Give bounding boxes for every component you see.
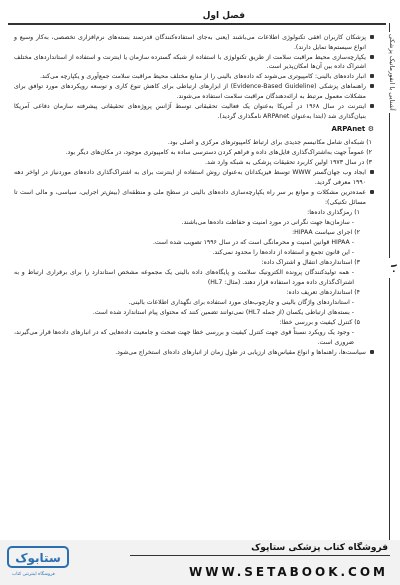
logo-text: ستابوک <box>15 551 61 565</box>
sub-text: - بسته‌های ارتباطی یکسان (از جمله HL7) نمی‌توانند تضمین کنند که محتوای پیام استاندارد شده است. <box>92 309 354 317</box>
sub-item <box>14 258 374 268</box>
bullet-item <box>14 102 374 121</box>
numbered-text: ۲) عموماً جهت به‌اشتراک‌گذاری فایل‌های داده و فراهم کردن دسترسی ساده به کامپیوتری موجود، در مکان‌های دیگر بود. <box>65 149 372 157</box>
bullet-text: ایجاد وب جهان‌گستر WWW توسط فیزیکدانان به‌عنوان روش استفاده از اینترنت برای به اشتراک‌گذاری داده‌های مورد‌نیاز در اواخر دهه ۱۹۹۰ معرفی گردید. <box>14 169 366 186</box>
bullet-icon <box>370 190 374 194</box>
bullet-item <box>14 82 374 101</box>
sub-text: - وجود یک رویکرد نسبتاً قوی جهت کنترل کیفیت و بررسی خطا جهت صحت و جامعیت داده‌هایی که در انبارهای داده‌ها قرار می‌گیرند، ضروری است. <box>14 329 354 346</box>
bullet-text: راهنماهای پزشکی (Evidence-Based Guideline) از ابزارهای ارتباطی برای کاهش تنوع کاری و توسعه رویکردهای مورد توافق برای مشکلات معمول مرتبط به ارائه‌دهندگان مراقبت سلامت استفاده می‌شوند. <box>14 83 366 101</box>
sub-text: ۱) رمزگذاری داده‌ها: <box>307 208 360 216</box>
page-body <box>14 33 374 358</box>
side-chapter-label: آشنایی با انفورماتیک پزشکی <box>388 34 396 111</box>
bullet-item <box>14 348 374 358</box>
page-number: ۱۰ <box>384 258 398 278</box>
chapter-title: فصل اول <box>202 11 245 21</box>
bullet-icon <box>370 350 374 354</box>
sub-item <box>14 228 374 238</box>
bullet-item <box>14 72 374 82</box>
sub-item <box>14 238 374 248</box>
sub-text: - این قانون تجمع و استفاده از داده‌ها را محدود نمی‌کند. <box>212 248 354 256</box>
sub-item <box>14 218 374 228</box>
sub-item <box>14 268 374 287</box>
sub-item <box>14 318 374 328</box>
bullet-item <box>14 53 374 72</box>
bullet-item <box>14 188 374 207</box>
numbered-item <box>14 138 374 148</box>
bullet-text: اینترنت در سال ۱۹۶۸ در آمریکا به‌عنوان یک فعالیت تحقیقاتی توسط آژانس پروژه‌های تحقیقاتی پیشرفته سازمان دفاعی آمریکا بنیان‌گذاری شد (ابتدا به‌عنوان ARPAnet نامگذاری گردید). <box>14 103 366 120</box>
section-title: ARPAnet <box>331 125 366 134</box>
bullet-icon <box>370 84 374 88</box>
sub-text: ۳) استانداردهای انتقال و اشتراک داده: <box>261 259 360 267</box>
sub-item <box>14 308 374 318</box>
bullet-icon <box>370 170 374 174</box>
numbered-text: ۱) شبکه‌ای شامل مکانیسم جدیدی برای ارتباط کامپیوترهای مرکزی و اصلی بود. <box>167 138 372 146</box>
bullet-item <box>14 168 374 187</box>
sub-text: - HIPAA قوانین امنیت و محرمانگی است که در سال ۱۹۹۶ تصویب شده است. <box>152 238 354 246</box>
numbered-item <box>14 158 374 168</box>
sub-item <box>14 288 374 298</box>
bullet-item <box>14 33 374 52</box>
sub-item <box>14 208 374 218</box>
sub-item <box>14 248 374 258</box>
footer-rule <box>130 555 390 556</box>
sub-text: - سازمان‌ها جهت نگرانی در مورد امنیت و حفاظت داده‌ها می‌باشند. <box>181 218 354 226</box>
sub-text: ۲) اجرای سیاست HIPAA: <box>292 228 360 236</box>
sub-text: - همه تولیدکنندگان پرونده الکترونیک سلامت و پایگاه‌های داده بالینی یک مجموعه مشخص استاندارد را برای برقراری ارتباط و به اشتراک‌گذاری داده مورد استفاده قرار دهند. (مثال: HL7) <box>14 269 354 286</box>
sub-text: ۴) استانداردهای تعریف داده: <box>286 288 360 296</box>
logo-subtitle: فروشگاه اینترنتی کتاب <box>12 572 55 577</box>
section-heading <box>14 125 374 135</box>
store-url-link[interactable]: WWW.SETABOOK.COM <box>188 565 388 579</box>
numbered-item <box>14 148 374 158</box>
bullet-icon <box>370 74 374 78</box>
header-rule <box>8 23 386 25</box>
bullet-icon <box>370 35 374 39</box>
bullet-icon <box>370 55 374 59</box>
bullet-text: یکپارچه‌سازی محیط مراقبت سلامت از طریق تکنولوژی با استفاده از شبکه گسترده سازمان یا اینترنت و استفاده از استانداردهای مختلف اشتراک داده بین آن‌ها امکان‌پذیر است. <box>14 53 366 71</box>
bullet-text: عمده‌ترین مشکلات و موانع بر سر راه یکپارچه‌سازی داده‌های بالینی در سطح ملی و منطقه‌ای (بیش‌تر اجرایی، سیاسی، و مالی است تا مسائل تکنیکی): <box>14 188 366 206</box>
bullet-text: سیاست‌ها، راهنماها و انواع مقیاس‌های ارزیابی در طول زمان از انبارهای داده‌ای استخراج می‌شود. <box>115 348 366 356</box>
sub-item <box>14 328 374 347</box>
store-name: فروشگاه کتاب پزشکی ستاپوک <box>251 543 388 553</box>
sub-item <box>14 298 374 308</box>
bullet-text: انبار داده‌های بالینی: کامپیوتری می‌شوند که داده‌های بالینی را از منابع مختلف محیط مراقبت سلامت جمع‌آوری و یکپارچه می‌کند. <box>39 73 366 81</box>
bullet-text: پزشکان کاربران افقی تکنولوژی اطلاعات می‌باشند (یعنی به‌جای استفاده‌کنندگان قدرتمند بسته‌های نرم‌افزاری تخصصی، به‌کار وسیع و انواع سیستم‌ها تمایل دارند). <box>14 34 366 51</box>
sub-text: - استانداردهای واژگان بالینی و چارچوب‌های مورد استفاده برای نگهداری اطلاعات بالینی. <box>128 298 354 306</box>
sub-text: ۵) کنترل کیفیت و بررسی خطا: <box>279 319 360 327</box>
bullet-icon <box>370 104 374 108</box>
gear-icon: ⚙ <box>367 125 374 134</box>
numbered-text: ۳) در سال ۱۹۷۳ اولین کاربرد تحقیقات پزشکی به شبکه وارد شد. <box>205 159 372 167</box>
